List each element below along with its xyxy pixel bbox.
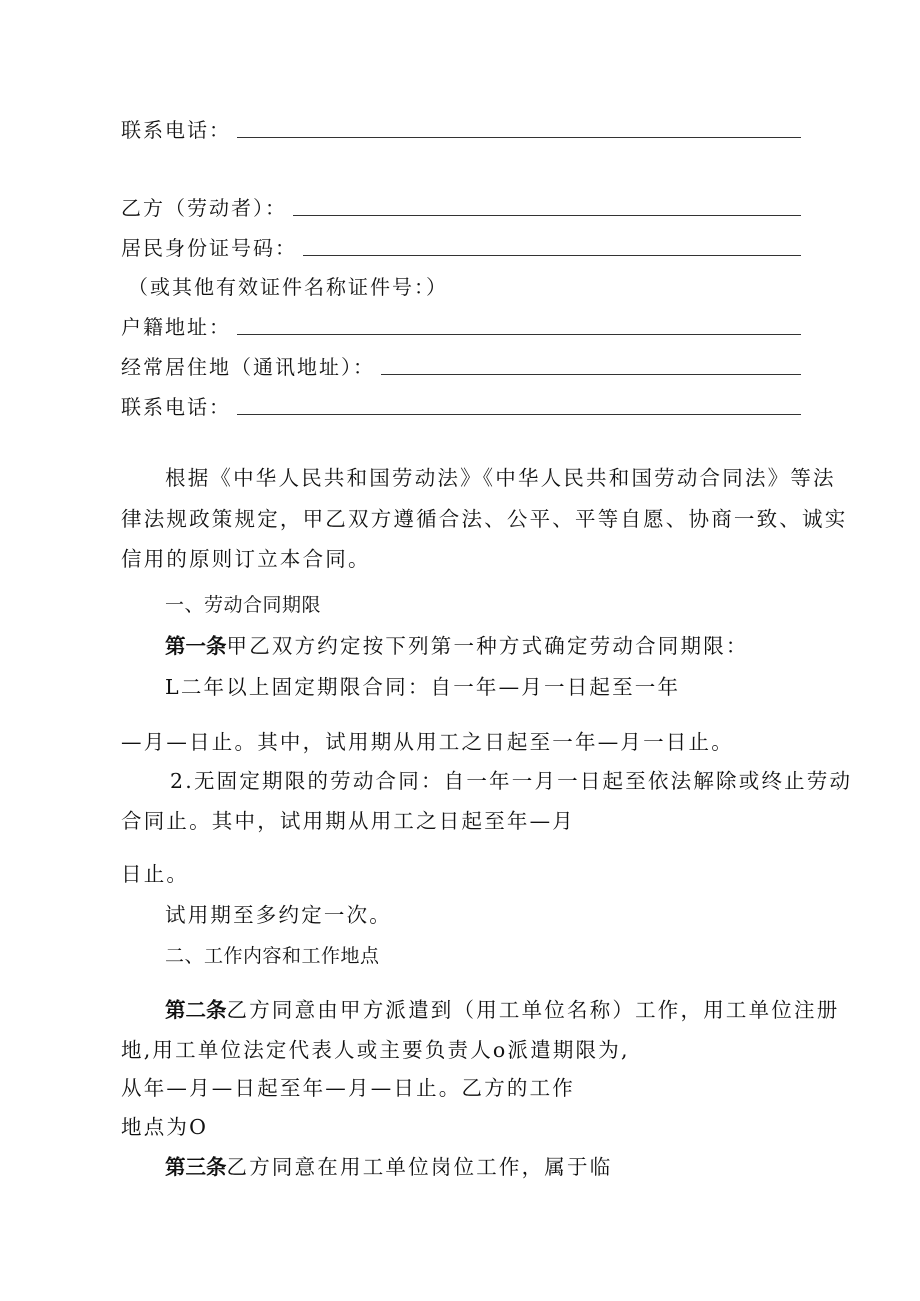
field-label: 居民身份证号码： bbox=[121, 236, 297, 260]
field-label: （或其他有效证件名称证件号：） bbox=[128, 275, 448, 299]
section-2-heading: 二、工作内容和工作地点 bbox=[165, 945, 380, 967]
article-3-text: 乙方同意在用工单位岗位工作，属于临 bbox=[226, 1155, 613, 1179]
option-2-line-3: 日止。 bbox=[121, 862, 190, 886]
field-label: 联系电话： bbox=[121, 118, 231, 142]
intro-line-2: 律法规政策规定，甲乙双方遵循合法、公平、平等自愿、协商一致、诚实 bbox=[121, 507, 848, 531]
intro-line-3: 信用的原则订立本合同。 bbox=[121, 547, 371, 571]
article-3-label: 第三条 bbox=[165, 1155, 227, 1179]
party-b-residence-field bbox=[121, 347, 801, 381]
intro-line-1: 根据《中华人民共和国劳动法》《中华人民共和国劳动合同法》等法 bbox=[165, 466, 836, 490]
article-2-line-3: 从年—月—日起至年—月—日止。乙方的工作 bbox=[121, 1076, 575, 1100]
field-label: 联系电话： bbox=[121, 395, 231, 419]
field-label: 乙方（劳动者）： bbox=[121, 196, 287, 220]
article-3 bbox=[165, 1157, 805, 1178]
article-2-text: 乙方同意由甲方派遣到（用工单位名称）工作，用工单位注册 bbox=[226, 998, 840, 1022]
article-2-line-1 bbox=[165, 998, 840, 1022]
fill-line bbox=[237, 334, 801, 335]
party-a-phone-field bbox=[121, 110, 801, 144]
article-2-label: 第二条 bbox=[165, 998, 227, 1022]
article-2-line-2: 地,用工单位法定代表人或主要负责人o派遣期限为, bbox=[121, 1038, 630, 1062]
option-2-line-1: 2.无固定期限的劳动合同：自一年一月一日起至依法解除或终止劳动 bbox=[170, 769, 853, 793]
article-2-line-4: 地点为O bbox=[121, 1115, 209, 1139]
fill-line bbox=[381, 374, 801, 375]
article-1 bbox=[165, 636, 805, 657]
article-1-text: 甲乙双方约定按下列第一种方式确定劳动合同期限： bbox=[226, 634, 749, 658]
party-b-phone-field bbox=[121, 387, 801, 421]
article-1-label: 第一条 bbox=[165, 634, 227, 658]
party-b-name-field bbox=[121, 188, 801, 222]
option-1-line-1: L二年以上固定期限合同：自一年—月一日起至一年 bbox=[165, 675, 681, 699]
option-1-line-2: —月—日止。其中，试用期从用工之日起至一年—月一日止。 bbox=[121, 730, 734, 754]
fill-line bbox=[237, 414, 801, 415]
section-1-heading: 一、劳动合同期限 bbox=[165, 594, 322, 616]
fill-line bbox=[237, 137, 801, 138]
fill-line bbox=[293, 215, 801, 216]
party-b-other-id-note bbox=[128, 267, 808, 301]
party-b-household-address-field bbox=[121, 307, 801, 341]
field-label: 户籍地址： bbox=[121, 315, 231, 339]
party-b-id-field bbox=[121, 228, 801, 262]
option-2-line-2: 合同止。其中，试用期从用工之日起至年—月 bbox=[121, 809, 575, 833]
probation-note: 试用期至多约定一次。 bbox=[165, 903, 392, 927]
field-label: 经常居住地（通讯地址）： bbox=[121, 355, 375, 379]
fill-line bbox=[303, 255, 801, 256]
